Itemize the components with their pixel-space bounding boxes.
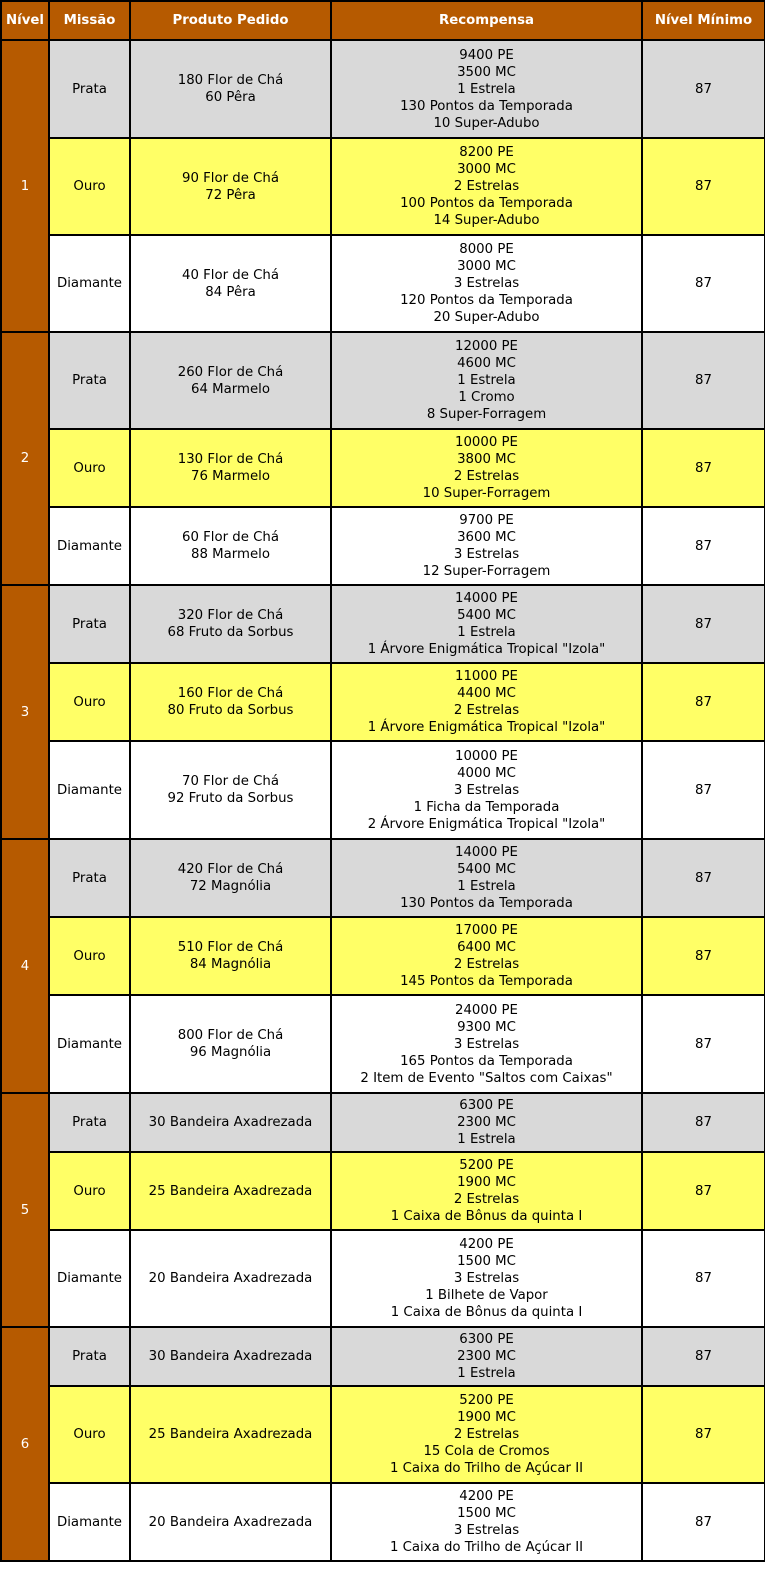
min-level-cell: 87 [642, 40, 765, 138]
min-level-cell: 87 [642, 138, 765, 235]
mission-tier-cell: Prata [49, 1093, 130, 1152]
reward-line: 120 Pontos da Temporada [400, 293, 573, 308]
reward-line: 2 Estrelas [453, 703, 520, 718]
product-line: 72 Pêra [205, 187, 256, 203]
reward-line: 1 Caixa de Bônus da quinta I [390, 1209, 583, 1224]
product-cell [130, 40, 331, 138]
reward-line: 5400 MC [457, 608, 516, 623]
level-cell: 2 [1, 332, 49, 585]
reward-line: 3500 MC [457, 64, 516, 80]
reward-line: 3 Estrelas [453, 1036, 520, 1052]
product-line: 25 Bandeira Axadrezada [148, 1427, 313, 1442]
reward-line: 14000 PE [455, 591, 518, 606]
reward-cell [331, 995, 642, 1093]
product-cell [130, 235, 331, 332]
reward-line: 130 Pontos da Temporada [400, 896, 573, 911]
product-line: 60 Pêra [205, 90, 256, 105]
product-line: 800 Flor de Chá [177, 1028, 284, 1043]
reward-line: 3 Estrelas [453, 1271, 520, 1286]
reward-line: 6300 PE [459, 1098, 514, 1113]
table-row [1, 663, 765, 741]
product-cell [130, 138, 331, 235]
reward-line: 8 Super-Forragem [426, 407, 547, 422]
reward-line: 9700 PE [459, 513, 514, 528]
reward-cell [331, 663, 642, 741]
reward-line: 10 Super-Adubo [433, 115, 540, 131]
mission-tier-cell: Diamante [49, 507, 130, 585]
reward-line: 9300 MC [457, 1019, 516, 1035]
reward-line: 1 Estrela [457, 1132, 516, 1147]
min-level-cell: 87 [642, 429, 765, 507]
product-cell [130, 839, 331, 917]
reward-line: 8200 PE [459, 145, 514, 160]
reward-cell [331, 40, 642, 138]
reward-line: 14 Super-Adubo [433, 213, 540, 228]
reward-line: 5400 MC [457, 862, 516, 877]
table-row [1, 429, 765, 507]
min-level-cell: 87 [642, 507, 765, 585]
reward-line: 6300 PE [459, 1332, 514, 1347]
table-row [1, 1152, 765, 1230]
reward-line: 17000 PE [455, 923, 518, 938]
product-cell [130, 1327, 331, 1386]
min-level-cell: 87 [642, 1327, 765, 1386]
reward-line: 15 Cola de Cromos [423, 1444, 550, 1459]
reward-line: 1 Bilhete de Vapor [425, 1288, 548, 1303]
table-row [1, 235, 765, 332]
mission-tier-cell: Ouro [49, 1152, 130, 1230]
min-level-cell: 87 [642, 332, 765, 429]
reward-line: 1500 MC [457, 1506, 516, 1521]
reward-cell [331, 1483, 642, 1561]
header-row [1, 1, 765, 40]
product-line: 68 Fruto da Sorbus [167, 625, 294, 640]
reward-line: 8000 PE [459, 242, 514, 257]
mission-tier-cell: Ouro [49, 429, 130, 507]
mission-tier-cell: Diamante [49, 741, 130, 839]
product-line: 20 Bandeira Axadrezada [148, 1271, 313, 1286]
reward-line: 1900 MC [457, 1410, 516, 1425]
product-line: 25 Bandeira Axadrezada [148, 1183, 313, 1199]
reward-line: 20 Super-Adubo [433, 310, 540, 325]
mission-tier-cell: Diamante [49, 235, 130, 332]
reward-cell [331, 1327, 642, 1386]
product-line: 20 Bandeira Axadrezada [148, 1514, 313, 1530]
min-level-cell: 87 [642, 1230, 765, 1327]
product-line: 420 Flor de Chá [177, 862, 284, 877]
reward-line: 2 Estrelas [453, 469, 520, 484]
product-line: 80 Fruto da Sorbus [167, 703, 294, 718]
reward-line: 4000 MC [457, 765, 516, 781]
mission-tier-cell: Diamante [49, 995, 130, 1093]
reward-line: 5200 PE [459, 1158, 514, 1173]
min-level-cell: 87 [642, 839, 765, 917]
product-cell [130, 1152, 331, 1230]
reward-cell [331, 1230, 642, 1327]
mission-tier-cell: Ouro [49, 663, 130, 741]
reward-line: 1 Estrela [457, 373, 516, 388]
reward-line: 12 Super-Forragem [422, 564, 551, 579]
product-line: 160 Flor de Chá [177, 686, 284, 701]
reward-line: 1 Estrela [457, 1366, 516, 1381]
reward-line: 2 Estrelas [453, 957, 520, 972]
reward-line: 145 Pontos da Temporada [400, 974, 573, 989]
reward-line: 3000 MC [457, 259, 516, 274]
reward-line: 2 Árvore Enigmática Tropical "Izola" [367, 816, 606, 832]
reward-cell [331, 138, 642, 235]
min-level-cell: 87 [642, 1152, 765, 1230]
min-level-cell: 87 [642, 663, 765, 741]
table-row [1, 1483, 765, 1561]
product-cell [130, 429, 331, 507]
table-row [1, 1386, 765, 1483]
reward-cell [331, 839, 642, 917]
min-level-cell: 87 [642, 1386, 765, 1483]
product-line: 180 Flor de Chá [177, 73, 284, 88]
table-row [1, 917, 765, 995]
header-nivel: Nível [1, 1, 49, 40]
reward-line: 100 Pontos da Temporada [400, 196, 573, 211]
reward-line: 1 Árvore Enigmática Tropical "Izola" [367, 642, 606, 657]
reward-line: 4200 PE [459, 1237, 514, 1252]
header-recompensa: Recompensa [331, 1, 642, 40]
product-line: 70 Flor de Chá [181, 774, 280, 789]
product-line: 88 Marmelo [191, 547, 270, 562]
reward-line: 9400 PE [459, 47, 514, 63]
reward-line: 4400 MC [457, 686, 516, 701]
reward-line: 3 Estrelas [453, 547, 520, 562]
reward-line: 11000 PE [455, 669, 518, 684]
reward-line: 1 Cromo [458, 390, 515, 405]
reward-line: 1 Caixa do Trilho de Açúcar II [389, 1461, 584, 1476]
min-level-cell: 87 [642, 585, 765, 663]
product-line: 320 Flor de Chá [177, 608, 284, 623]
reward-cell [331, 1093, 642, 1152]
product-cell [130, 741, 331, 839]
table-row [1, 585, 765, 663]
table-row [1, 1327, 765, 1386]
mission-tier-cell: Diamante [49, 1483, 130, 1561]
product-cell [130, 1093, 331, 1152]
product-line: 60 Flor de Chá [181, 530, 280, 545]
table-row [1, 507, 765, 585]
reward-line: 5200 PE [459, 1393, 514, 1408]
product-line: 260 Flor de Chá [177, 364, 284, 380]
reward-line: 3 Estrelas [453, 276, 520, 291]
reward-line: 12000 PE [455, 339, 518, 354]
reward-cell [331, 1152, 642, 1230]
min-level-cell: 87 [642, 741, 765, 839]
product-line: 72 Magnólia [189, 879, 272, 894]
reward-line: 165 Pontos da Temporada [400, 1053, 573, 1069]
reward-line: 1500 MC [457, 1254, 516, 1269]
mission-tier-cell: Prata [49, 332, 130, 429]
reward-line: 10 Super-Forragem [422, 486, 551, 501]
min-level-cell: 87 [642, 1483, 765, 1561]
mission-tier-cell: Prata [49, 1327, 130, 1386]
product-line: 510 Flor de Chá [177, 940, 284, 955]
reward-line: 2 Estrelas [453, 1427, 520, 1442]
product-line: 64 Marmelo [191, 381, 270, 397]
reward-line: 3 Estrelas [453, 1523, 520, 1538]
table-row [1, 1230, 765, 1327]
reward-line: 130 Pontos da Temporada [400, 98, 573, 114]
min-level-cell: 87 [642, 995, 765, 1093]
product-cell [130, 585, 331, 663]
reward-line: 1 Estrela [457, 879, 516, 894]
product-cell [130, 917, 331, 995]
level-cell: 6 [1, 1327, 49, 1561]
mission-tier-cell: Ouro [49, 1386, 130, 1483]
reward-cell [331, 235, 642, 332]
product-cell [130, 507, 331, 585]
header-missao: Missão [49, 1, 130, 40]
reward-line: 2 Estrelas [453, 1192, 520, 1207]
mission-tier-cell: Ouro [49, 138, 130, 235]
reward-line: 2 Estrelas [453, 179, 520, 194]
product-line: 40 Flor de Chá [181, 267, 280, 283]
product-cell [130, 1483, 331, 1561]
product-line: 96 Magnólia [189, 1045, 272, 1060]
reward-line: 3 Estrelas [453, 782, 520, 798]
reward-cell [331, 332, 642, 429]
reward-cell [331, 585, 642, 663]
product-line: 84 Magnólia [189, 957, 272, 972]
table-row [1, 995, 765, 1093]
reward-cell [331, 429, 642, 507]
reward-line: 1900 MC [457, 1175, 516, 1190]
mission-tier-cell: Prata [49, 839, 130, 917]
level-cell: 5 [1, 1093, 49, 1327]
mission-tier-cell: Prata [49, 40, 130, 138]
reward-line: 10000 PE [455, 748, 518, 764]
reward-line: 1 Árvore Enigmática Tropical "Izola" [367, 720, 606, 735]
reward-line: 2300 MC [457, 1115, 516, 1130]
mission-tier-cell: Diamante [49, 1230, 130, 1327]
table-row [1, 839, 765, 917]
reward-line: 2300 MC [457, 1349, 516, 1364]
level-cell: 4 [1, 839, 49, 1093]
reward-line: 3800 MC [457, 452, 516, 467]
product-line: 84 Pêra [205, 284, 256, 300]
table-row [1, 138, 765, 235]
reward-line: 4200 PE [459, 1489, 514, 1504]
table-row [1, 40, 765, 138]
product-line: 30 Bandeira Axadrezada [148, 1115, 313, 1130]
mission-tier-cell: Ouro [49, 917, 130, 995]
level-cell: 1 [1, 40, 49, 332]
product-cell [130, 663, 331, 741]
reward-line: 4600 MC [457, 356, 516, 371]
product-cell [130, 1230, 331, 1327]
reward-line: 24000 PE [455, 1002, 518, 1018]
product-line: 30 Bandeira Axadrezada [148, 1349, 313, 1364]
reward-line: 3000 MC [457, 162, 516, 177]
reward-cell [331, 917, 642, 995]
reward-line: 3600 MC [457, 530, 516, 545]
reward-line: 2 Item de Evento "Saltos com Caixas" [360, 1070, 613, 1086]
reward-line: 1 Estrela [457, 81, 516, 97]
reward-line: 1 Caixa de Bônus da quinta I [390, 1305, 583, 1320]
table-row [1, 741, 765, 839]
min-level-cell: 87 [642, 1093, 765, 1152]
reward-cell [331, 741, 642, 839]
product-line: 90 Flor de Chá [181, 170, 280, 186]
table-row [1, 1093, 765, 1152]
table-row [1, 332, 765, 429]
reward-line: 1 Ficha da Temporada [413, 799, 560, 815]
reward-cell [331, 1386, 642, 1483]
min-level-cell: 87 [642, 917, 765, 995]
reward-line: 14000 PE [455, 845, 518, 860]
header-nivel-minimo: Nível Mínimo [642, 1, 765, 40]
header-produto-pedido: Produto Pedido [130, 1, 331, 40]
product-line: 76 Marmelo [191, 469, 270, 484]
mission-tier-cell: Prata [49, 585, 130, 663]
table-body [1, 40, 765, 1561]
product-cell [130, 995, 331, 1093]
product-line: 130 Flor de Chá [177, 452, 284, 467]
reward-line: 6400 MC [457, 940, 516, 955]
product-cell [130, 332, 331, 429]
reward-line: 10000 PE [455, 435, 518, 450]
reward-line: 1 Caixa do Trilho de Açúcar II [389, 1540, 584, 1555]
min-level-cell: 87 [642, 235, 765, 332]
reward-line: 1 Estrela [457, 625, 516, 640]
product-line: 92 Fruto da Sorbus [167, 791, 294, 806]
product-cell [130, 1386, 331, 1483]
level-cell: 3 [1, 585, 49, 839]
reward-cell [331, 507, 642, 585]
